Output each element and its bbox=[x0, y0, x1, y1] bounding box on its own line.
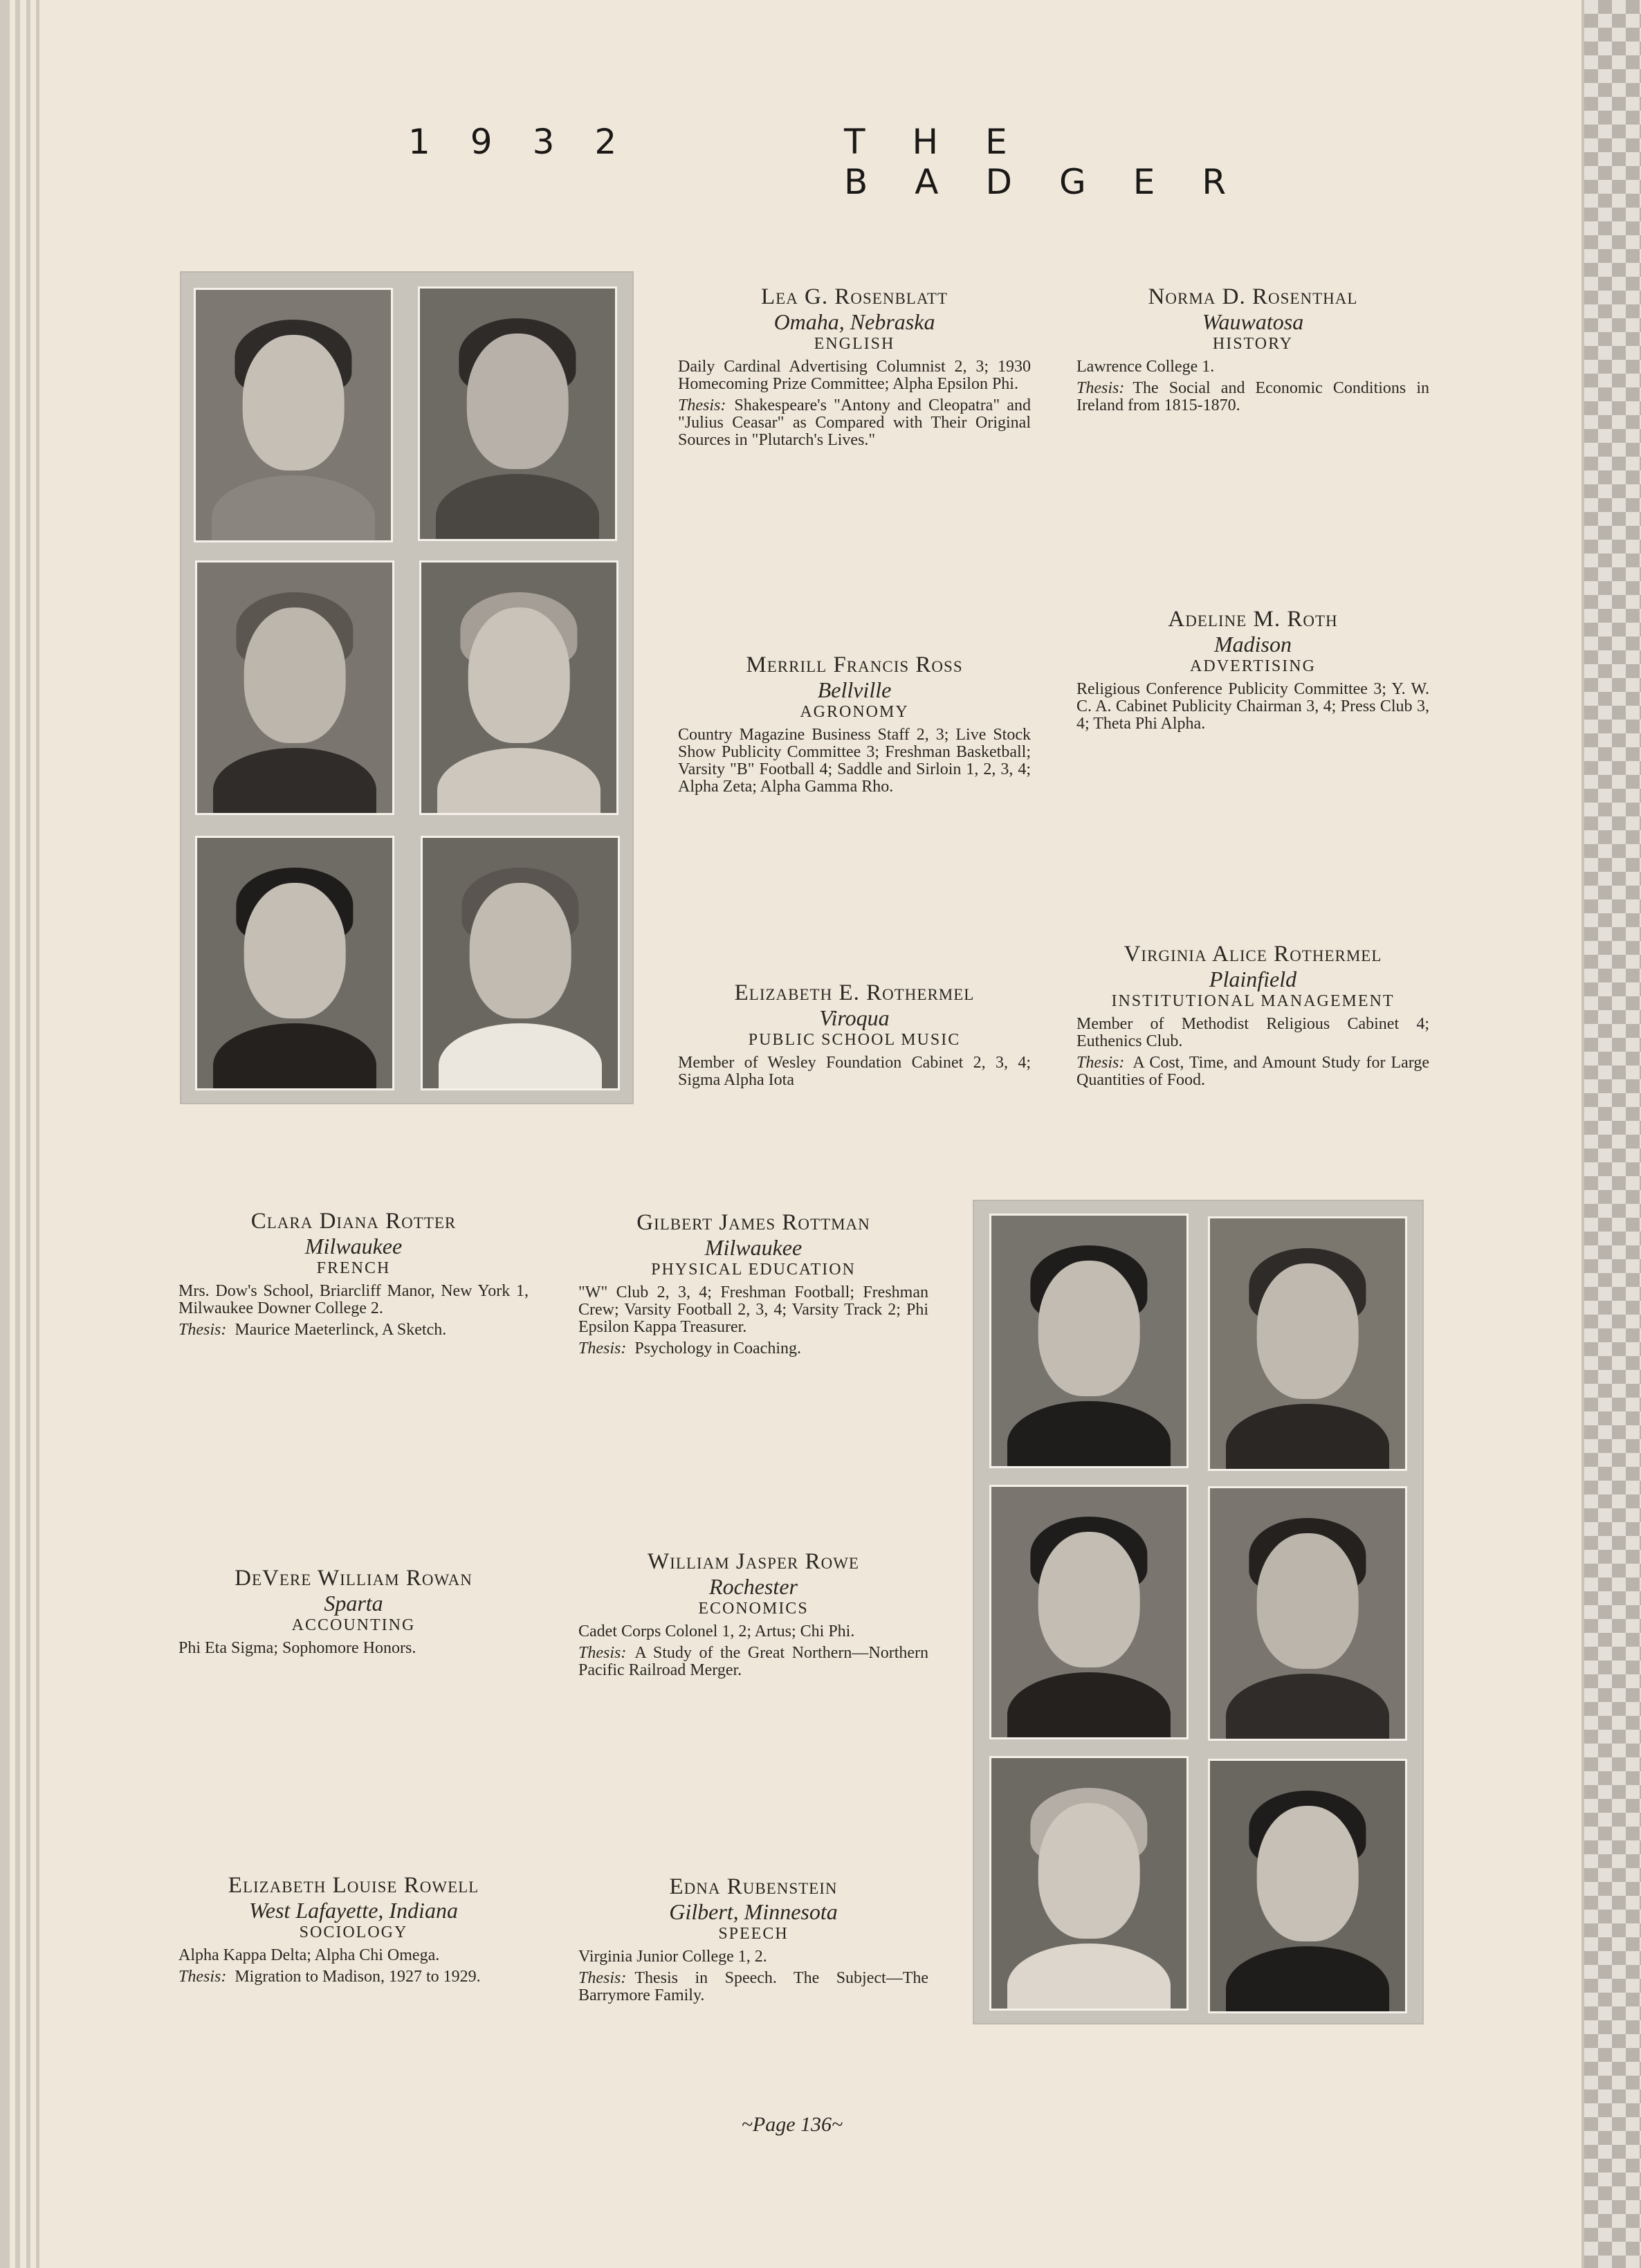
student-thesis: Thesis: Shakespeare's "Antony and Cleopatra" and "Julius Ceasar" as Compared with Their Original Sources in "Plutarch's Lives." bbox=[678, 396, 1031, 449]
student-major: FRENCH bbox=[316, 1259, 391, 1277]
portrait-photo bbox=[989, 1756, 1189, 2011]
student-entry bbox=[578, 1874, 928, 2004]
portrait-photo bbox=[1208, 1759, 1407, 2013]
page-number: ~Page 136~ bbox=[741, 2113, 843, 2136]
student-entry bbox=[1076, 284, 1429, 414]
student-name: Gilbert James Rottman bbox=[636, 1210, 870, 1235]
student-hometown: Plainfield bbox=[1209, 967, 1297, 991]
student-hometown: Wauwatosa bbox=[1202, 309, 1304, 334]
student-name: Merrill Francis Ross bbox=[746, 652, 963, 677]
student-name: DeVere William Rowan bbox=[235, 1566, 473, 1591]
portrait-photo bbox=[418, 286, 617, 541]
student-thesis: Thesis: Psychology in Coaching. bbox=[578, 1339, 801, 1357]
photo-panel-top bbox=[180, 271, 634, 1104]
student-thesis: Thesis: The Social and Economic Conditions in Ireland from 1815-1870. bbox=[1076, 379, 1429, 414]
student-thesis: Thesis: Thesis in Speech. The Subject—The Barrymore Family. bbox=[578, 1969, 928, 2004]
student-entry bbox=[178, 1872, 529, 1986]
student-major: ECONOMICS bbox=[698, 1600, 809, 1618]
student-hometown: Bellville bbox=[817, 677, 892, 702]
student-activities: Daily Cardinal Advertising Columnist 2, 3; 1930 Homecoming Prize Committee; Alpha Epsilon Phi. bbox=[678, 358, 1031, 393]
student-entry bbox=[178, 1208, 529, 1339]
student-activities: Mrs. Dow's School, Briarcliff Manor, New York 1, Milwaukee Downer College 2. bbox=[178, 1282, 529, 1317]
right-diamond-border bbox=[1582, 0, 1641, 2268]
student-activities: Member of Methodist Religious Cabinet 4; Euthenics Club. bbox=[1076, 1015, 1429, 1050]
student-entry bbox=[1076, 941, 1429, 1089]
student-major: SPEECH bbox=[718, 1925, 789, 1943]
portrait-photo bbox=[1208, 1216, 1407, 1471]
student-thesis: Thesis: Migration to Madison, 1927 to 1929. bbox=[178, 1968, 481, 1986]
student-activities: Cadet Corps Colonel 1, 2; Artus; Chi Phi. bbox=[578, 1622, 855, 1640]
student-activities: Religious Conference Publicity Committee 3; Y. W. C. A. Cabinet Publicity Chairman 3, 4; Press Club 3, 4; Theta Phi Alpha. bbox=[1076, 680, 1429, 733]
student-thesis: Thesis: Maurice Maeterlinck, A Sketch. bbox=[178, 1321, 447, 1339]
student-entry bbox=[678, 284, 1031, 449]
portrait-photo bbox=[195, 836, 394, 1090]
student-entry bbox=[578, 1548, 928, 1679]
student-name: Edna Rubenstein bbox=[669, 1874, 838, 1899]
portrait-photo bbox=[1208, 1486, 1407, 1741]
portrait-photo bbox=[989, 1214, 1189, 1468]
student-hometown: Madison bbox=[1214, 632, 1292, 657]
left-edge-line bbox=[26, 0, 30, 2268]
student-activities: Alpha Kappa Delta; Alpha Chi Omega. bbox=[178, 1946, 440, 1964]
header-year: 1932 bbox=[408, 122, 657, 162]
student-hometown: Rochester bbox=[709, 1574, 798, 1599]
student-activities: "W" Club 2, 3, 4; Freshman Football; Freshman Crew; Varsity Football 2, 3, 4; Varsity Track 2; Phi Epsilon Kappa Treasurer. bbox=[578, 1283, 928, 1336]
student-entry bbox=[1076, 606, 1429, 733]
student-hometown: Gilbert, Minnesota bbox=[669, 1899, 838, 1924]
student-major: ADVERTISING bbox=[1190, 657, 1316, 675]
student-entry bbox=[678, 652, 1031, 796]
student-hometown: Milwaukee bbox=[304, 1234, 403, 1259]
student-activities: Country Magazine Business Staff 2, 3; Live Stock Show Publicity Committee 3; Freshman Basketball; Varsity "B" Football 4; Saddle and Sirloin 1, 2, 3, 4; Alpha Zeta; Alpha Gamma Rho. bbox=[678, 726, 1031, 796]
student-name: Adeline M. Roth bbox=[1168, 607, 1338, 632]
student-major: ENGLISH bbox=[814, 335, 895, 353]
portrait-photo bbox=[195, 560, 394, 815]
student-activities: Member of Wesley Foundation Cabinet 2, 3, 4; Sigma Alpha Iota bbox=[678, 1054, 1031, 1089]
student-hometown: Sparta bbox=[324, 1591, 383, 1616]
student-name: Virginia Alice Rothermel bbox=[1124, 942, 1382, 967]
portrait-photo bbox=[421, 836, 620, 1090]
student-activities: Phi Eta Sigma; Sophomore Honors. bbox=[178, 1639, 416, 1657]
student-thesis: Thesis: A Cost, Time, and Amount Study for Large Quantities of Food. bbox=[1076, 1054, 1429, 1089]
student-entry bbox=[578, 1209, 928, 1357]
student-major: INSTITUTIONAL MANAGEMENT bbox=[1111, 992, 1395, 1010]
student-hometown: West Lafayette, Indiana bbox=[249, 1898, 458, 1923]
student-name: Lea G. Rosenblatt bbox=[760, 284, 948, 309]
student-major: AGRONOMY bbox=[800, 703, 909, 721]
student-name: Clara Diana Rotter bbox=[250, 1209, 457, 1234]
page-header bbox=[408, 122, 1515, 202]
student-hometown: Viroqua bbox=[819, 1005, 890, 1030]
student-activities: Virginia Junior College 1, 2. bbox=[578, 1948, 767, 1966]
student-entry bbox=[678, 980, 1031, 1089]
student-name: Norma D. Rosenthal bbox=[1148, 284, 1358, 309]
student-major: ACCOUNTING bbox=[291, 1616, 416, 1634]
student-name: Elizabeth E. Rothermel bbox=[734, 980, 975, 1005]
student-entry bbox=[178, 1565, 529, 1657]
left-edge-line bbox=[36, 0, 39, 2268]
portrait-photo bbox=[989, 1485, 1189, 1739]
student-activities: Lawrence College 1. bbox=[1076, 358, 1215, 376]
student-thesis: Thesis: A Study of the Great Northern—Northern Pacific Railroad Merger. bbox=[578, 1644, 928, 1679]
student-name: William Jasper Rowe bbox=[648, 1549, 859, 1574]
student-hometown: Omaha, Nebraska bbox=[773, 309, 935, 334]
student-major: HISTORY bbox=[1212, 335, 1294, 353]
left-edge-line bbox=[15, 0, 20, 2268]
portrait-photo bbox=[419, 560, 618, 815]
student-major: SOCIOLOGY bbox=[299, 1923, 408, 1941]
header-title: THE BADGER bbox=[844, 122, 1274, 202]
left-edge-bar bbox=[0, 0, 10, 2268]
photo-panel-bottom bbox=[973, 1200, 1424, 2024]
student-major: PUBLIC SCHOOL MUSIC bbox=[748, 1031, 961, 1049]
student-name: Elizabeth Louise Rowell bbox=[228, 1873, 479, 1898]
student-major: PHYSICAL EDUCATION bbox=[651, 1261, 856, 1279]
portrait-photo bbox=[194, 288, 393, 542]
student-hometown: Milwaukee bbox=[704, 1235, 803, 1260]
